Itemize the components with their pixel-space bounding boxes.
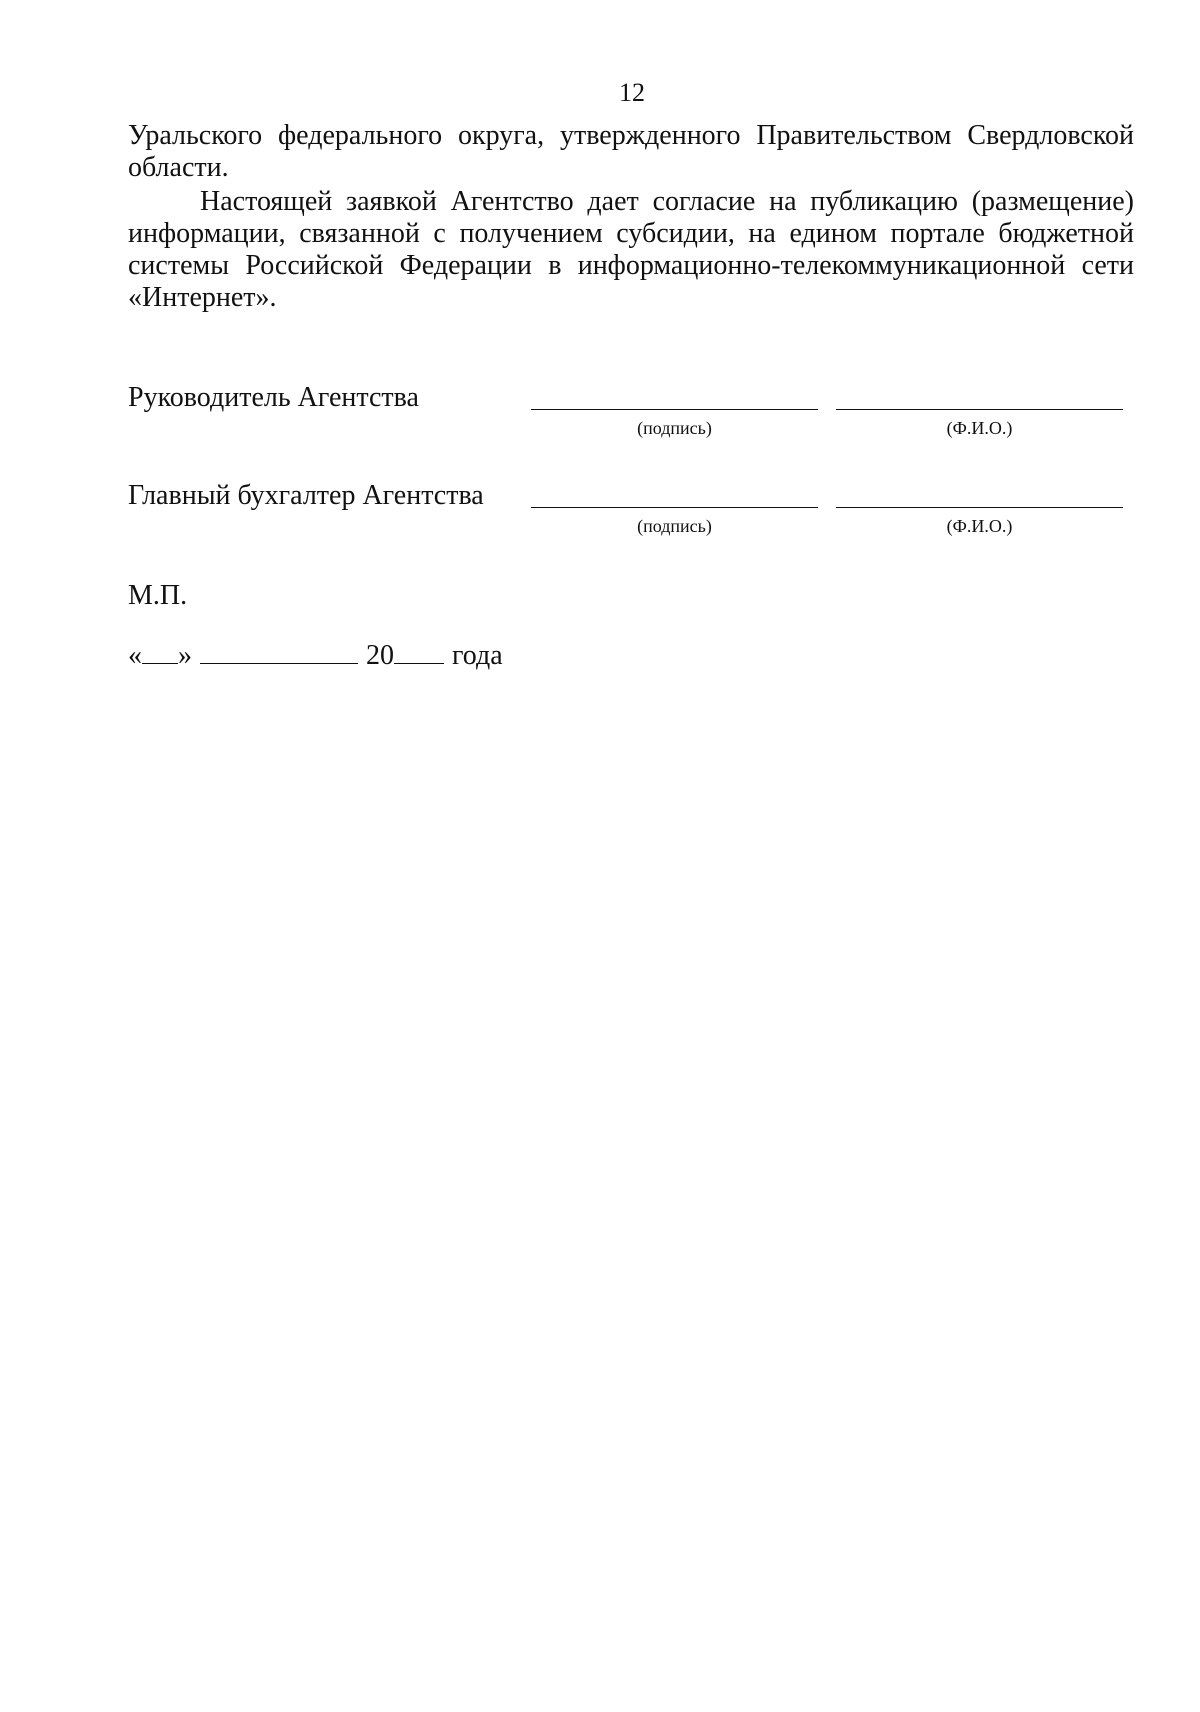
paragraph-consent: Настоящей заявкой Агентство дает согласие на публикацию (размещение) информации, связанной с получением субсидии, на едином портале бюджетной системы Российской Федерации в информационно-телекоммуникационной сети «Интернет». (128, 186, 1134, 313)
signature-caption: (подпись) (637, 418, 712, 438)
date-century: 20 (366, 640, 394, 671)
name-line (836, 409, 1123, 410)
date-line (128, 640, 503, 672)
date-open-quote: « (128, 640, 142, 671)
name-line (836, 507, 1123, 508)
month-blank (200, 641, 358, 664)
day-blank (142, 641, 178, 664)
name-caption: (Ф.И.О.) (946, 516, 1013, 536)
name-caption: (Ф.И.О.) (946, 418, 1013, 438)
signature-caption: (подпись) (637, 516, 712, 536)
year-blank (394, 641, 444, 664)
date-close-quote: » (178, 640, 192, 671)
date-suffix: года (452, 640, 503, 671)
signature-role-label: Руководитель Агентства (128, 382, 419, 413)
signature-line (531, 409, 818, 410)
signature-role-label: Главный бухгалтер Агентства (128, 480, 484, 511)
stamp-placeholder: М.П. (128, 580, 188, 611)
signature-block-director (128, 382, 1134, 442)
signature-block-accountant (128, 480, 1134, 540)
signature-line (531, 507, 818, 508)
page-number: 12 (619, 78, 645, 107)
paragraph-continuation: Уральского федерального округа, утвержденного Правительством Свердловской области. (128, 120, 1134, 183)
